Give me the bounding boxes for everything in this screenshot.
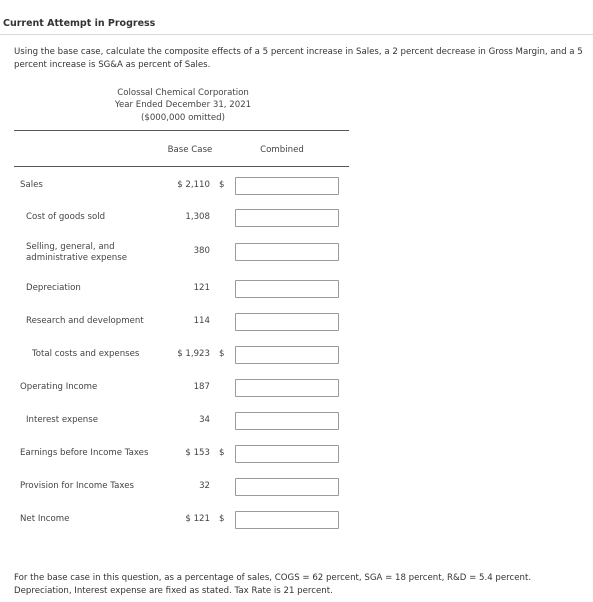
base-value-operating-income: 187 <box>193 382 210 392</box>
row-label-cogs: Cost of goods sold <box>26 212 106 222</box>
combined-input-rnd[interactable] <box>235 313 339 331</box>
combined-input-net-income[interactable] <box>235 511 339 529</box>
currency-sign-ebit: $ <box>219 448 225 458</box>
base-value-sales: $ 2,110 <box>177 180 210 190</box>
table-header-bottom-rule <box>14 166 349 167</box>
combined-input-operating-income[interactable] <box>235 379 339 397</box>
base-value-depreciation: 121 <box>193 283 210 293</box>
column-header-base-case: Base Case <box>167 145 213 155</box>
base-value-sga: 380 <box>193 246 210 256</box>
combined-input-tax-provision[interactable] <box>235 478 339 496</box>
row-label-depreciation: Depreciation <box>26 283 81 293</box>
row-label-interest-expense: Interest expense <box>26 415 99 425</box>
table-header-top-rule <box>14 130 349 131</box>
base-value-ebit: $ 153 <box>185 448 210 458</box>
currency-sign-total-costs: $ <box>219 349 225 359</box>
row-label-total-costs: Total costs and expenses <box>32 349 140 359</box>
row-label-operating-income: Operating Income <box>20 382 98 392</box>
company-name: Colossal Chemical Corporation <box>117 88 249 98</box>
column-header-combined: Combined <box>260 145 304 155</box>
combined-input-cogs[interactable] <box>235 209 339 227</box>
row-label-net-income: Net Income <box>20 514 70 524</box>
row-label-ebit: Earnings before Income Taxes <box>20 448 149 458</box>
combined-input-total-costs[interactable] <box>235 346 339 364</box>
row-label-rnd: Research and development <box>26 316 144 326</box>
footnote: For the base case in this question, as a percentage of sales, COGS = 62 percent, SGA = 18 percent, R&D = 5.4 percent. Depreciation, Interest expense are fixed as stated. Tax Rate is 21 percent. <box>14 573 532 596</box>
currency-sign-net-income: $ <box>219 514 225 524</box>
combined-input-sga[interactable] <box>235 243 339 261</box>
base-value-tax-provision: 32 <box>199 481 210 491</box>
fiscal-period: Year Ended December 31, 2021 <box>114 100 252 110</box>
combined-input-depreciation[interactable] <box>235 280 339 298</box>
combined-input-interest-expense[interactable] <box>235 412 339 430</box>
row-label-tax-provision: Provision for Income Taxes <box>20 481 134 491</box>
attempt-status: Current Attempt in Progress <box>3 18 156 29</box>
base-value-total-costs: $ 1,923 <box>177 349 210 359</box>
combined-input-ebit[interactable] <box>235 445 339 463</box>
base-value-interest-expense: 34 <box>199 415 210 425</box>
units-note: ($000,000 omitted) <box>141 113 225 123</box>
currency-sign-sales: $ <box>219 180 225 190</box>
base-value-cogs: 1,308 <box>185 212 210 222</box>
question-text: Using the base case, calculate the composite effects of a 5 percent increase in Sales, a 2 percent decrease in Gross Margin, and a 5 percent increase is SG&A as percent of Sales. <box>14 47 583 70</box>
base-value-net-income: $ 121 <box>185 514 210 524</box>
top-divider <box>0 34 593 35</box>
base-value-rnd: 114 <box>193 316 210 326</box>
row-label-sales: Sales <box>20 180 43 190</box>
row-label-sga: Selling, general, and administrative expense <box>26 242 127 263</box>
combined-input-sales[interactable] <box>235 177 339 195</box>
